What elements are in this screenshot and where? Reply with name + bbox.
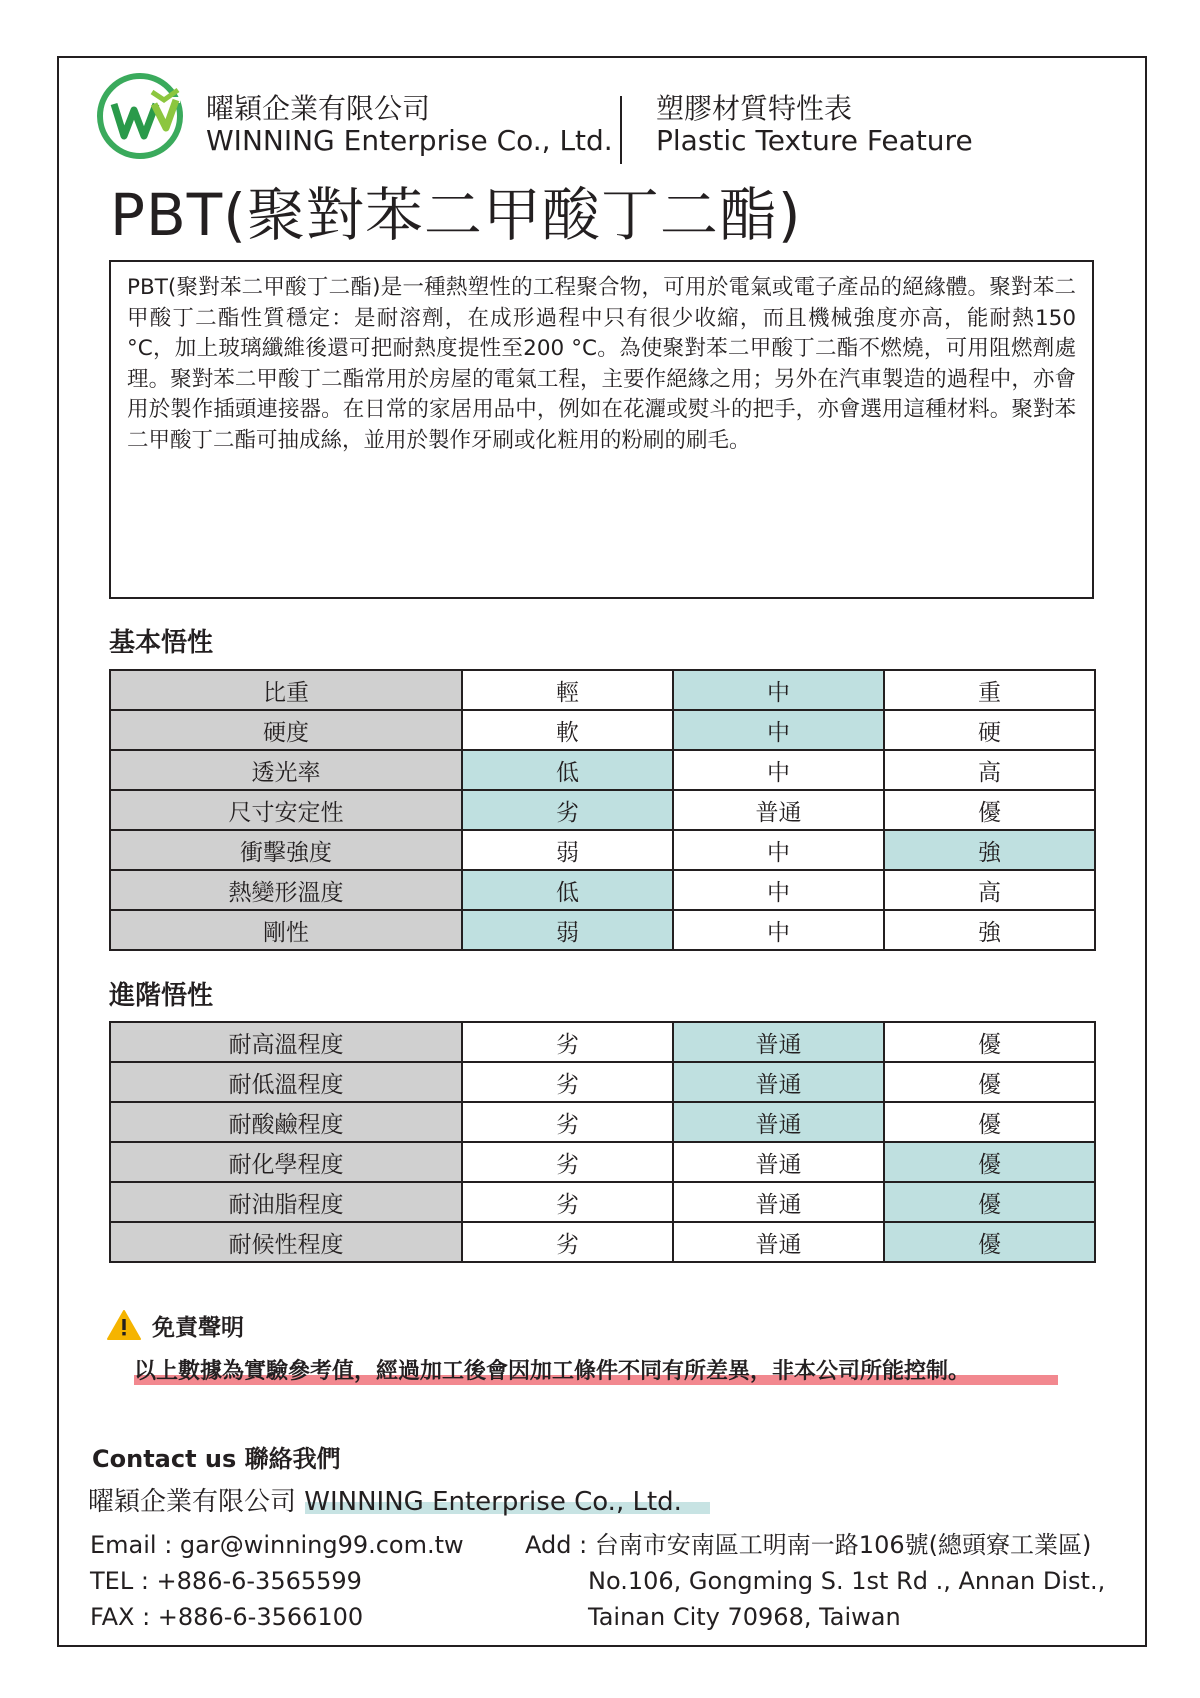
table-row [110, 1022, 1095, 1062]
table-row [110, 1102, 1095, 1142]
property-option: 劣 [462, 1222, 673, 1262]
table-row [110, 910, 1095, 950]
property-option-selected: 中 [673, 670, 884, 710]
property-option: 弱 [462, 830, 673, 870]
property-option-selected: 優 [884, 1182, 1095, 1222]
property-option: 硬 [884, 710, 1095, 750]
property-option-selected: 強 [884, 830, 1095, 870]
property-label: 剛性 [110, 910, 462, 950]
table-row [110, 790, 1095, 830]
property-label: 硬度 [110, 710, 462, 750]
property-label: 衝擊強度 [110, 830, 462, 870]
property-option: 高 [884, 750, 1095, 790]
property-option: 劣 [462, 1102, 673, 1142]
property-option: 優 [884, 1022, 1095, 1062]
property-option: 中 [673, 910, 884, 950]
property-label: 尺寸安定性 [110, 790, 462, 830]
table-row [110, 670, 1095, 710]
property-option: 強 [884, 910, 1095, 950]
property-option-selected: 普通 [673, 1102, 884, 1142]
property-label: 耐候性程度 [110, 1222, 462, 1262]
property-option-selected: 低 [462, 870, 673, 910]
contact-fax: FAX : +886-6-3566100 [90, 1603, 364, 1631]
property-option: 劣 [462, 1142, 673, 1182]
winning-vw-logo-icon [94, 70, 186, 162]
property-option: 輕 [462, 670, 673, 710]
property-option: 優 [884, 1062, 1095, 1102]
property-option: 普通 [673, 1222, 884, 1262]
property-label: 透光率 [110, 750, 462, 790]
warning-icon [106, 1309, 142, 1341]
property-option: 劣 [462, 1062, 673, 1102]
property-option: 普通 [673, 1182, 884, 1222]
table-row [110, 710, 1095, 750]
header-divider [620, 96, 622, 164]
property-option: 劣 [462, 1022, 673, 1062]
description-text: PBT(聚對苯二甲酸丁二酯)是一種熱塑性的工程聚合物，可用於電氣或電子產品的絕緣體。聚對苯二甲酸丁二酯性質穩定：是耐溶劑，在成形過程中只有很少收縮，而且機械強度亦高，能耐熱150 °C，加上玻璃纖維後還可把耐熱度提性至200 °C。為使聚對苯二甲酸丁二酯不燃燒，可用阻燃劑處理。聚對苯二甲酸丁二酯常用於房屋的電氣工程，主要作絕緣之用；另外在汽車製造的過程中，亦會用於製作插頭連接器。在日常的家居用品中，例如在花灑或熨斗的把手，亦會選用這種材料。聚對苯二甲酸丁二酯可抽成絲，並用於製作牙刷或化粧用的粉刷的刷毛。 [127, 275, 1076, 453]
header [94, 70, 1134, 170]
property-option-selected: 中 [673, 710, 884, 750]
property-label: 耐油脂程度 [110, 1182, 462, 1222]
property-option-selected: 優 [884, 1222, 1095, 1262]
property-label: 耐酸鹼程度 [110, 1102, 462, 1142]
disclaimer-text: 以上數據為實驗參考值，經過加工後會因加工條件不同有所差異，非本公司所能控制。 [134, 1359, 971, 1384]
document-title-en: Plastic Texture Feature [656, 124, 973, 157]
property-option-selected: 優 [884, 1142, 1095, 1182]
property-option-selected: 劣 [462, 790, 673, 830]
advanced-properties-title: 進階悟性 [109, 981, 214, 1011]
property-label: 熱變形溫度 [110, 870, 462, 910]
property-option-selected: 普通 [673, 1062, 884, 1102]
table-row [110, 1222, 1095, 1262]
property-label: 耐低溫程度 [110, 1062, 462, 1102]
property-option: 優 [884, 790, 1095, 830]
property-option: 中 [673, 830, 884, 870]
contact-tel: TEL : +886-6-3565599 [90, 1567, 362, 1595]
company-name-en: WINNING Enterprise Co., Ltd. [206, 124, 613, 157]
document-title-zh: 塑膠材質特性表 [656, 92, 853, 125]
contact-email: Email : gar@winning99.com.tw [90, 1531, 464, 1559]
contact-address-line-3: Tainan City 70968, Taiwan [588, 1603, 901, 1631]
company-name-zh: 曜穎企業有限公司 [206, 92, 431, 125]
property-option-selected: 普通 [673, 1022, 884, 1062]
contact-title: Contact us 聯絡我們 [92, 1445, 341, 1473]
property-option-selected: 低 [462, 750, 673, 790]
property-label: 比重 [110, 670, 462, 710]
property-option: 優 [884, 1102, 1095, 1142]
contact-address-line-1: Add : 台南市安南區工明南一路106號(總頭寮工業區) [525, 1531, 1092, 1559]
basic-properties-title: 基本悟性 [109, 628, 214, 658]
property-label: 耐化學程度 [110, 1142, 462, 1182]
basic-properties-table [109, 669, 1096, 951]
property-option: 劣 [462, 1182, 673, 1222]
property-option-selected: 弱 [462, 910, 673, 950]
disclaimer-title: 免責聲明 [152, 1314, 244, 1341]
disclaimer-header [106, 1309, 244, 1341]
contact-company: 曜穎企業有限公司 WINNING Enterprise Co., Ltd. [88, 1487, 682, 1517]
property-label: 耐高溫程度 [110, 1022, 462, 1062]
table-row [110, 870, 1095, 910]
property-option: 重 [884, 670, 1095, 710]
table-row [110, 1182, 1095, 1222]
table-row [110, 750, 1095, 790]
property-option: 普通 [673, 1142, 884, 1182]
contact-address-line-2: No.106, Gongming S. 1st Rd ., Annan Dist., [588, 1567, 1106, 1595]
property-option: 軟 [462, 710, 673, 750]
table-row [110, 1062, 1095, 1102]
property-option: 中 [673, 750, 884, 790]
description-box [109, 260, 1094, 599]
property-option: 中 [673, 870, 884, 910]
property-option: 高 [884, 870, 1095, 910]
table-row [110, 830, 1095, 870]
advanced-properties-table [109, 1021, 1096, 1263]
property-option: 普通 [673, 790, 884, 830]
material-title: PBT(聚對苯二甲酸丁二酯) [110, 181, 802, 249]
table-row [110, 1142, 1095, 1182]
